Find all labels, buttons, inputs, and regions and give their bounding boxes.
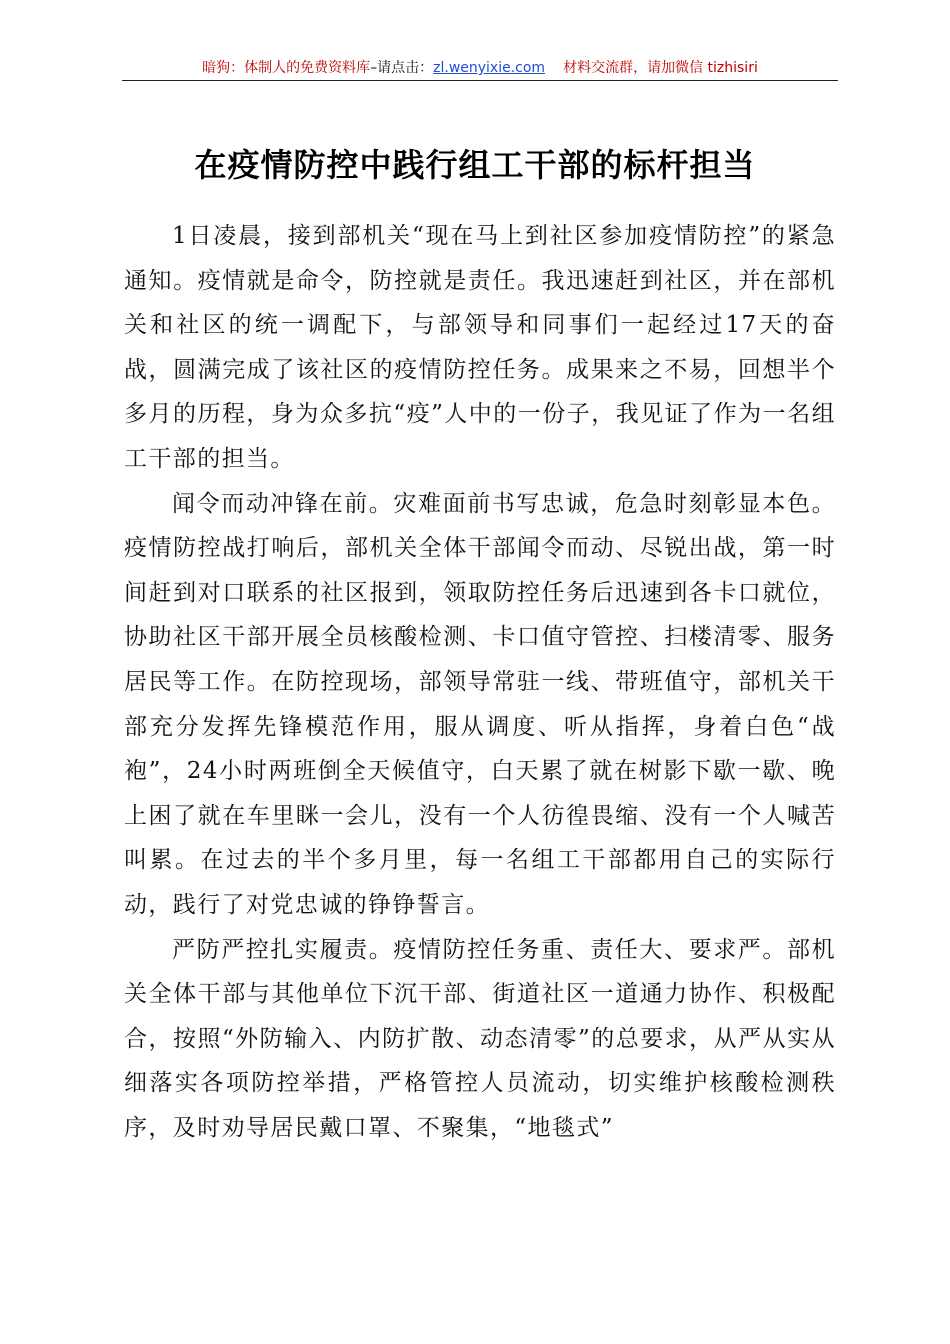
header-brand: 暗狗：体制人的免费资料库 (202, 60, 371, 76)
paragraph-2: 闻令而动冲锋在前。灾难面前书写忠诚，危急时刻彰显本色。疫情防控战打响后，部机关全体干部闻令而动、尽锐出战，第一时间赶到对口联系的社区报到，领取防控任务后迅速到各卡口就位，协助社区干部开展全员核酸检测、卡口值守管控、扫楼清零、服务居民等工作。在防控现场，部领导常驻一线、带班值守，部机关干部充分发挥先锋模范作用，服从调度、听从指挥，身着白色“战袍”，24小时两班倒全天候值守，白天累了就在树影下歇一歇、晚上困了就在车里眯一会儿，没有一个人彷徨畏缩、没有一个人喊苦叫累。在过去的半个多月里，每一名组工干部都用自己的实际行动，践行了对党忠诚的铮铮誓言。 (124, 490, 836, 918)
paragraph-1: 1日凌晨，接到部机关“现在马上到社区参加疫情防控”的紧急通知。疫情就是命令，防控就是责任。我迅速赶到社区，并在部机关和社区的统一调配下，与部领导和同事们一起经过17天的奋战，圆满完成了该社区的疫情防控任务。成果来之不易，回想半个多月的历程，身为众多抗“疫”人中的一份子，我见证了作为一名组工干部的担当。 (124, 223, 836, 472)
page-header (122, 58, 838, 81)
document-title: 在疫情防控中践行组工干部的标杆担当 (194, 146, 756, 184)
header-prompt: –请点击： (370, 60, 434, 76)
document-body (124, 214, 836, 1150)
header-note: 材料交流群，请加微信 tizhisiri (563, 60, 758, 76)
header-link[interactable]: zl.wenyixie.com (433, 60, 546, 76)
paragraph-3: 严防严控扎实履责。疫情防控任务重、责任大、要求严。部机关全体干部与其他单位下沉干部、街道社区一道通力协作、积极配合，按照“外防输入、内防扩散、动态清零”的总要求，从严从实从细落实各项防控举措，严格管控人员流动，切实维护核酸检测秩序，及时劝导居民戴口罩、不聚集，“地毯式” (124, 936, 836, 1141)
